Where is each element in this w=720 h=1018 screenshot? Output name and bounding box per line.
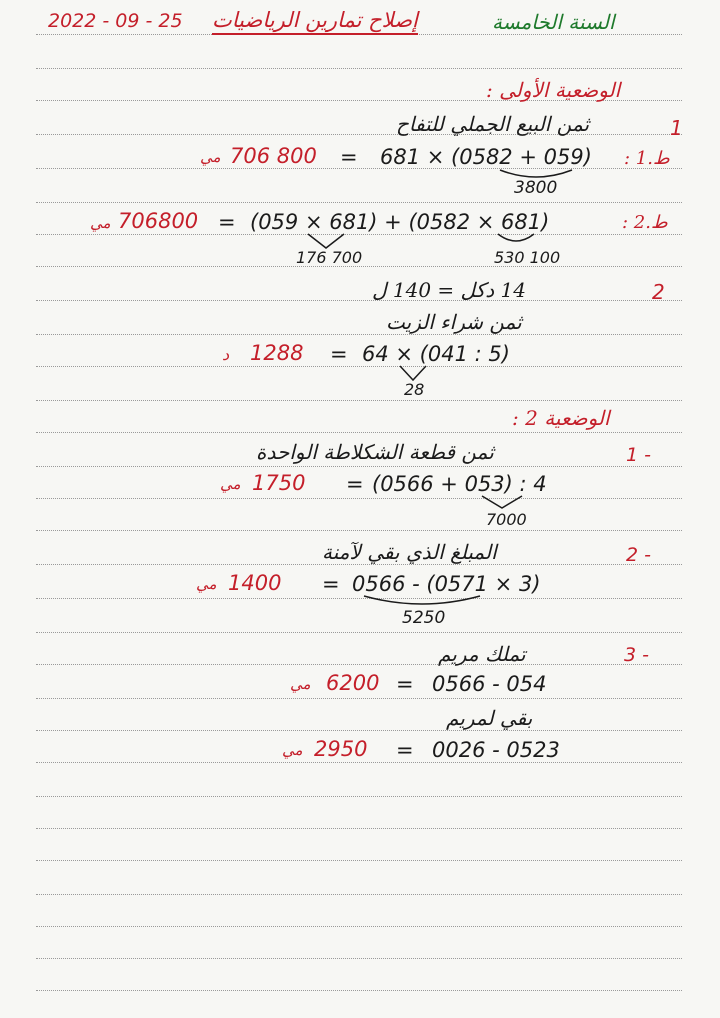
s2-q3-unit: مي: [290, 675, 311, 693]
s1-m2-expression: (186 × 2850) + (186 × 950): [250, 210, 550, 234]
s2-q2-expression: (3 × 1750) - 6650: [352, 572, 541, 596]
s1-m2-result: 706800: [118, 209, 199, 233]
s2-q1-sub: 7000: [486, 510, 527, 529]
s1-m1-result: 706 800: [230, 144, 317, 168]
s2-q3-result2: 2950: [314, 737, 368, 761]
ruled-line: [36, 796, 682, 797]
s1-m2-brace-right: [496, 232, 536, 248]
s2-q2-unit: مي: [196, 575, 217, 593]
s1-m1-label: ط.1 :: [624, 148, 670, 169]
s1-m2-label: ط.2 :: [622, 212, 668, 233]
ruled-line: [36, 730, 682, 731]
ruled-line: [36, 926, 682, 927]
header-grade: السنة الخامسة: [492, 10, 615, 34]
ruled-line: [36, 632, 682, 633]
s2-q2-sub: 5250: [402, 608, 446, 628]
s1-m2-equals: =: [218, 210, 236, 234]
s2-q3-result: 6200: [326, 671, 380, 695]
ruled-line: [36, 564, 682, 565]
s2-q3-equals2: =: [396, 738, 414, 762]
ruled-line: [36, 530, 682, 531]
s1-m2-sub-left: 176 700: [296, 248, 363, 267]
s1-q1-title: ثمن البيع الجملي للتفاح: [396, 112, 590, 136]
ruled-line: [36, 300, 682, 301]
ruled-line: [36, 664, 682, 665]
s1-q2-sub: 28: [404, 380, 425, 399]
s1-m1-unit: مي: [200, 148, 221, 166]
situation2-heading: الوضعية 2 :: [512, 406, 610, 430]
s1-m1-equals: =: [340, 145, 358, 169]
s2-q1-title: ثمن قطعة الشكلاطة الواحدة: [256, 440, 494, 464]
s1-q2-title: ثمن شراء الزيت: [386, 310, 522, 334]
s2-q1-unit: مي: [220, 475, 241, 493]
ruled-line: [36, 466, 682, 467]
s1-q2-line: 14 دكل = 140 ل: [372, 278, 526, 302]
ruled-line: [36, 366, 682, 367]
s1-m1-sub: 3800: [514, 178, 558, 198]
s1-q2-result: 1288: [250, 341, 304, 365]
situation1-heading: الوضعية الأولى :: [486, 78, 621, 102]
s1-q2-unit: د: [222, 345, 230, 364]
s2-q2-result: 1400: [228, 571, 282, 595]
ruled-line: [36, 990, 682, 991]
s2-q2-marker: 2 -: [626, 544, 651, 566]
s2-q1-result: 1750: [252, 471, 306, 495]
s1-m2-sub-right: 530 100: [494, 248, 561, 267]
ruled-line: [36, 68, 682, 69]
s2-q3-expression2: 3250 - 6200: [432, 738, 560, 762]
ruled-line: [36, 498, 682, 499]
ruled-line: [36, 432, 682, 433]
ruled-line: [36, 698, 682, 699]
ruled-line: [36, 860, 682, 861]
s1-q2-expression: (5 : 140) × 46: [362, 342, 510, 366]
s2-q2-title: المبلغ الذي بقي لآمنة: [322, 540, 497, 564]
s1-q1-marker: 1: [670, 116, 683, 140]
s2-q3-marker: 3 -: [624, 644, 649, 666]
s2-q3-expression: 450 - 6650: [432, 672, 547, 696]
s2-q1-brace: [480, 494, 524, 510]
ruled-line: [36, 598, 682, 599]
s1-q2-marker: 2: [652, 280, 665, 304]
ruled-line: [36, 762, 682, 763]
s1-q2-equals: =: [330, 342, 348, 366]
s2-q1-marker: 1 -: [626, 444, 651, 466]
s1-m1-expression: (950 + 2850) × 186: [380, 145, 592, 169]
header-title: إصلاح تمارين الرياضيات: [212, 10, 418, 35]
s2-q3-title: تملك مريم: [438, 642, 526, 666]
s1-m2-unit: مي: [90, 214, 111, 232]
s2-q3-equals: =: [396, 672, 414, 696]
ruled-line: [36, 202, 682, 203]
ruled-line: [36, 894, 682, 895]
s2-q3-unit2: مي: [282, 741, 303, 759]
ruled-line: [36, 958, 682, 959]
s2-q1-equals: =: [346, 472, 364, 496]
s2-q3-title2: بقي لمريم: [446, 706, 533, 730]
ruled-line: [36, 400, 682, 401]
s2-q1-expression: 4 : (350 + 6650): [372, 472, 547, 496]
header-date: 2022 - 09 - 25: [48, 10, 183, 32]
s2-q2-equals: =: [322, 572, 340, 596]
ruled-line: [36, 334, 682, 335]
ruled-line: [36, 828, 682, 829]
ruled-line: [36, 234, 682, 235]
